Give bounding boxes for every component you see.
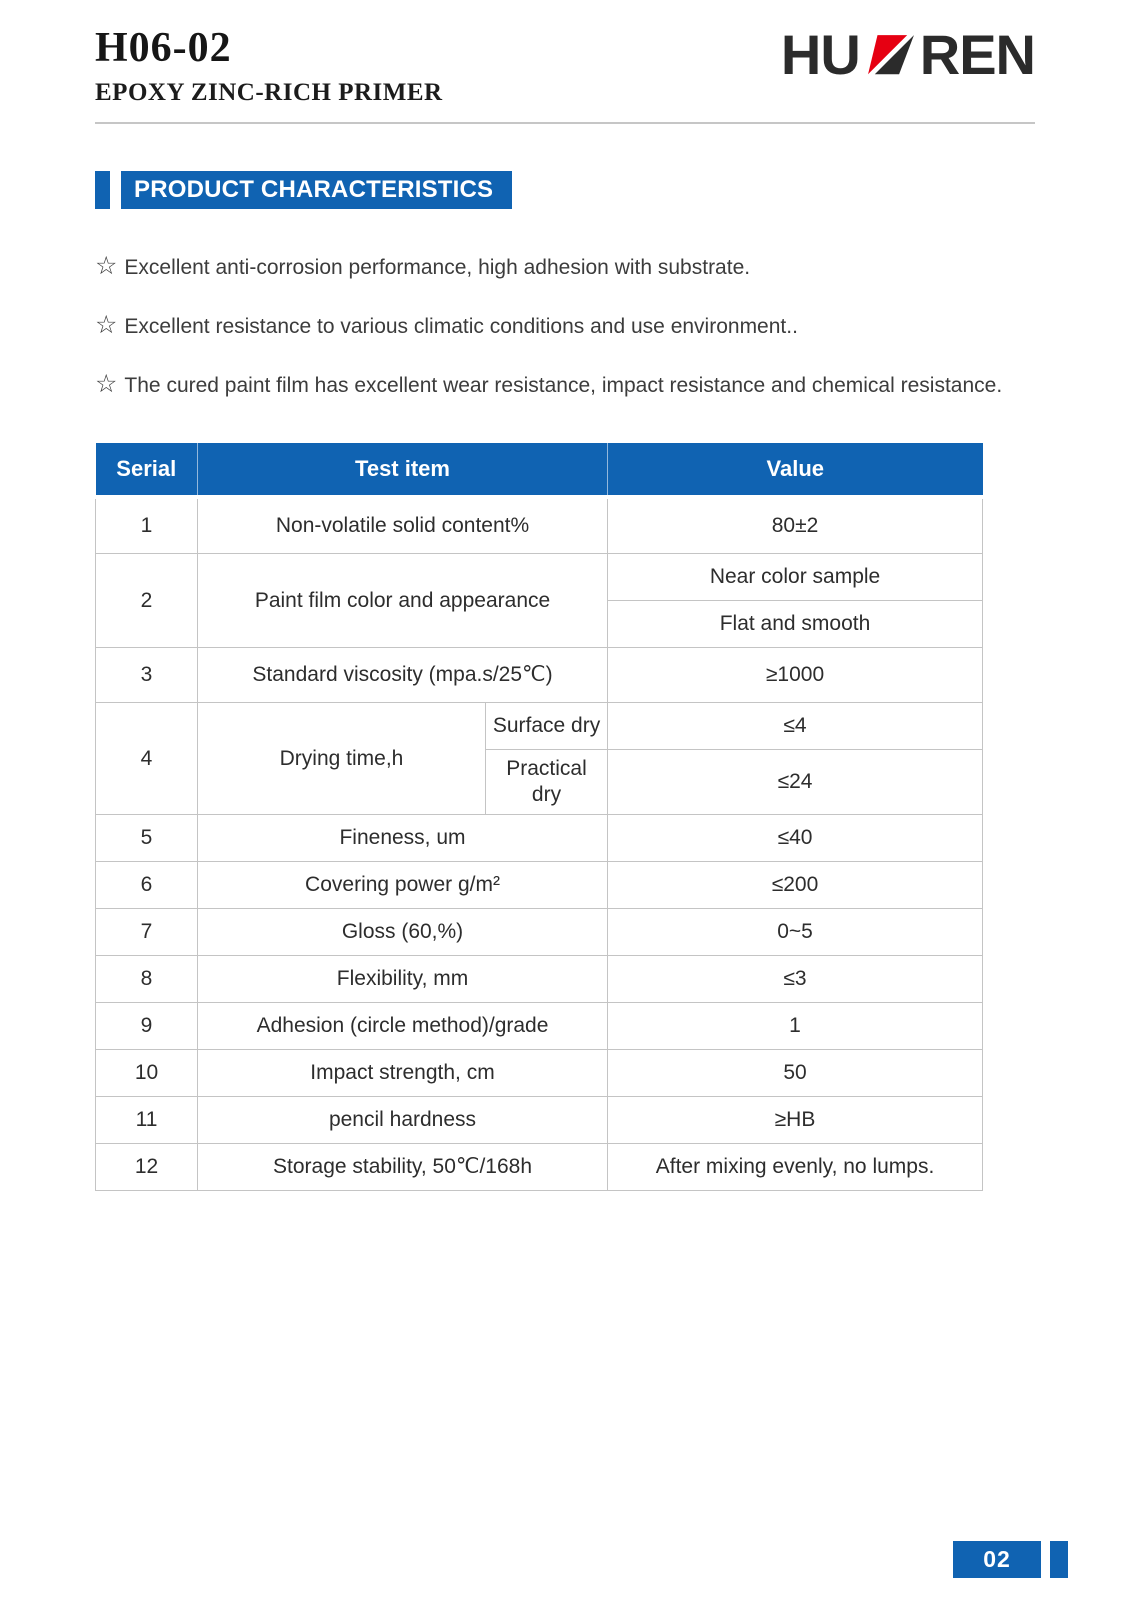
title-block	[95, 26, 443, 107]
item-cell: pencil hardness	[198, 1097, 608, 1144]
table-row	[96, 1050, 983, 1097]
product-name: EPOXY ZINC-RICH PRIMER	[95, 79, 443, 107]
serial-cell: 11	[96, 1097, 198, 1144]
table-row	[96, 648, 983, 703]
item-cell: Drying time,h	[198, 703, 486, 815]
serial-cell: 2	[96, 554, 198, 648]
serial-cell: 8	[96, 956, 198, 1003]
bullet-text: The cured paint film has excellent wear resistance, impact resistance and chemical resistance.	[124, 374, 1003, 398]
value-cell: ≤24	[608, 750, 983, 815]
value-cell: 0~5	[608, 909, 983, 956]
serial-cell: 7	[96, 909, 198, 956]
serial-cell: 6	[96, 862, 198, 909]
value-cell: After mixing evenly, no lumps.	[608, 1144, 983, 1191]
table-row	[96, 1003, 983, 1050]
table-row	[96, 1144, 983, 1191]
page-number: 02	[953, 1541, 1041, 1578]
doc-header	[0, 0, 1131, 107]
huaren-logo	[780, 23, 1035, 86]
table-row	[96, 497, 983, 554]
value-cell: ≤3	[608, 956, 983, 1003]
item-cell: Non-volatile solid content%	[198, 497, 608, 554]
table-row	[96, 1097, 983, 1144]
value-cell: 80±2	[608, 497, 983, 554]
item-cell: Flexibility, mm	[198, 956, 608, 1003]
sub-item-cell: Surface dry	[486, 703, 608, 750]
list-item	[95, 310, 1036, 343]
logo-text-right: REN	[919, 23, 1035, 86]
item-cell: Covering power g/m²	[198, 862, 608, 909]
item-cell: Storage stability, 50℃/168h	[198, 1144, 608, 1191]
spec-table	[95, 443, 983, 1191]
footer-accent-bar	[1050, 1541, 1068, 1578]
bullet-text: Excellent resistance to various climatic conditions and use environment..	[124, 315, 798, 339]
serial-cell: 4	[96, 703, 198, 815]
bullet-text: Excellent anti-corrosion performance, high adhesion with substrate.	[124, 256, 751, 280]
value-cell: ≤4	[608, 703, 983, 750]
value-cell: 50	[608, 1050, 983, 1097]
star-icon: ☆	[95, 311, 118, 340]
table-row	[96, 956, 983, 1003]
table-row	[96, 703, 983, 750]
table-header-row	[96, 443, 983, 497]
value-cell: Near color sample	[608, 554, 983, 601]
serial-cell: 5	[96, 815, 198, 862]
table-row	[96, 554, 983, 601]
value-cell: Flat and smooth	[608, 601, 983, 648]
feature-list	[95, 251, 1036, 402]
item-cell: Paint film color and appearance	[198, 554, 608, 648]
item-cell: Fineness, um	[198, 815, 608, 862]
star-icon: ☆	[95, 370, 118, 399]
serial-cell: 12	[96, 1144, 198, 1191]
table-row	[96, 815, 983, 862]
table-row	[96, 862, 983, 909]
value-cell: ≥HB	[608, 1097, 983, 1144]
star-icon: ☆	[95, 252, 118, 281]
value-cell: ≤40	[608, 815, 983, 862]
sub-item-cell: Practical dry	[486, 750, 608, 815]
col-header-value: Value	[608, 443, 983, 497]
col-header-test-item: Test item	[198, 443, 608, 497]
value-cell: 1	[608, 1003, 983, 1050]
list-item	[95, 251, 1036, 284]
value-cell: ≤200	[608, 862, 983, 909]
table-row	[96, 909, 983, 956]
section-accent-bar	[95, 171, 110, 209]
value-cell: ≥1000	[608, 648, 983, 703]
list-item	[95, 369, 1036, 402]
serial-cell: 10	[96, 1050, 198, 1097]
item-cell: Impact strength, cm	[198, 1050, 608, 1097]
serial-cell: 1	[96, 497, 198, 554]
product-code: H06-02	[95, 25, 232, 71]
logo-text-left: HU	[780, 23, 860, 86]
section-header	[95, 171, 1131, 209]
item-cell: Gloss (60,%)	[198, 909, 608, 956]
serial-cell: 9	[96, 1003, 198, 1050]
header-divider	[95, 122, 1035, 124]
section-title: PRODUCT CHARACTERISTICS	[121, 171, 512, 209]
item-cell: Adhesion (circle method)/grade	[198, 1003, 608, 1050]
item-cell: Standard viscosity (mpa.s/25℃)	[198, 648, 608, 703]
col-header-serial: Serial	[96, 443, 198, 497]
logo-red-a-icon	[864, 33, 918, 85]
serial-cell: 3	[96, 648, 198, 703]
